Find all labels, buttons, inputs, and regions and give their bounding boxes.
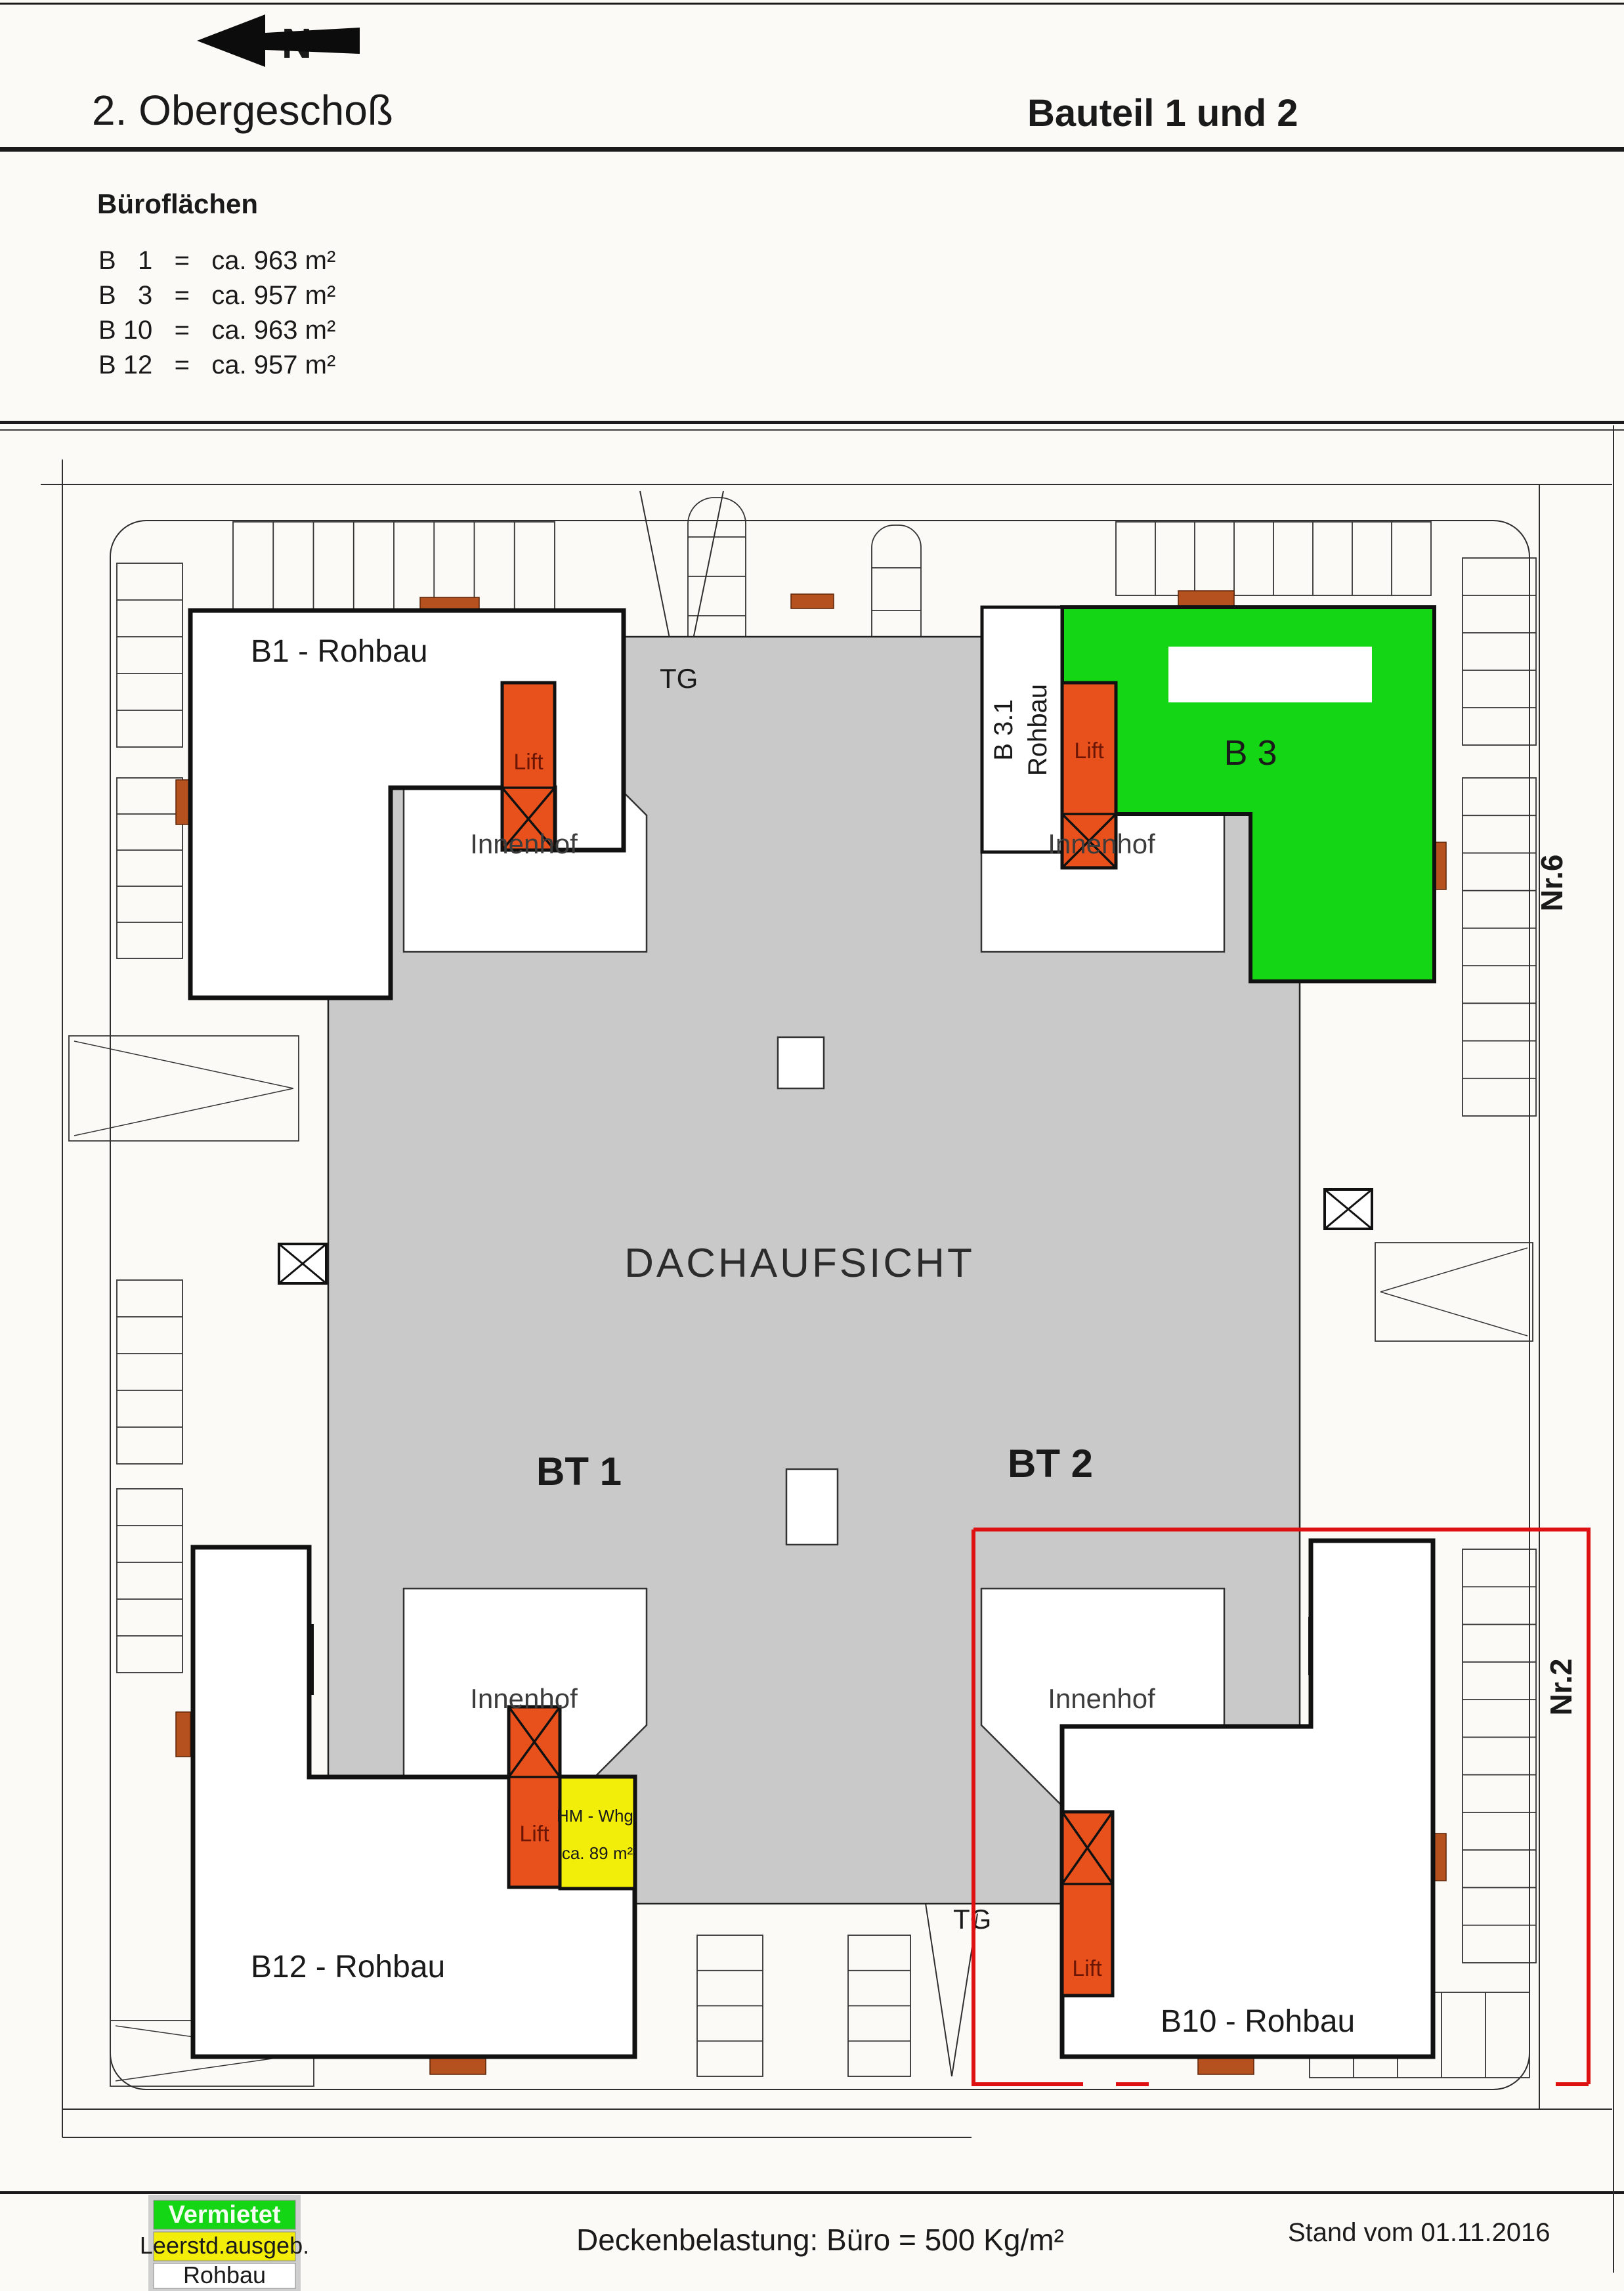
floor-load-note: Deckenbelastung: Büro = 500 Kg/m²	[576, 2223, 1064, 2257]
lift-label: Lift	[513, 750, 544, 775]
parking-bay-group	[117, 1489, 182, 1673]
parking-bay	[117, 778, 182, 958]
lift-label: Lift	[519, 1822, 549, 1847]
entrance-mark-icon	[1178, 591, 1234, 607]
label-hm-line1: HM - Whg.	[556, 1806, 639, 1826]
label-bt1: BT 1	[536, 1449, 622, 1493]
parking-bay-group	[1463, 778, 1536, 1116]
north-arrow-head-icon	[197, 14, 265, 67]
status-label-vacant: Leerstd.ausgeb.	[139, 2232, 310, 2259]
label-courtyard: Innenhof	[470, 828, 578, 859]
office-area-row: B 3 = ca. 957 m²	[98, 281, 336, 310]
label-courtyard: Innenhof	[470, 1683, 578, 1714]
parking-bay-group	[117, 778, 182, 958]
roof-opening	[778, 1037, 824, 1088]
entrance-mark-icon	[791, 594, 834, 609]
lift-b10	[1062, 1812, 1113, 1996]
label-tg-bottom: TG	[953, 1904, 992, 1935]
parking-bay	[1463, 778, 1536, 1116]
label-hm-line2: ca. 89 m²	[561, 1843, 633, 1863]
top-edge-line	[0, 3, 1624, 5]
office-area-row: B 12 = ca. 957 m²	[98, 351, 336, 379]
b3-blank-label-box	[1168, 647, 1372, 702]
status-label-shell: Rohbau	[182, 2261, 267, 2288]
entrance-mark-icon	[176, 1712, 190, 1757]
stair-x-box	[279, 1244, 326, 1283]
entrance-mark-icon	[430, 2058, 486, 2074]
date-note: Stand vom 01.11.2016	[1288, 2218, 1550, 2247]
lift-label: Lift	[1074, 739, 1104, 763]
label-b3: B 3	[1224, 733, 1277, 773]
label-courtyard: Innenhof	[1048, 828, 1155, 859]
ramp-hatch	[69, 1036, 299, 1141]
label-b31-line2: Rohbau	[1023, 683, 1052, 777]
parking-bay-group	[697, 1935, 763, 2076]
label-street-nr2: Nr.2	[1544, 1658, 1578, 1716]
office-areas-title: Büroflächen	[97, 188, 259, 219]
status-legend	[140, 2195, 309, 2291]
parking-bay	[117, 1489, 182, 1673]
lift-b1	[502, 683, 555, 850]
north-arrow-tail-icon	[265, 28, 360, 54]
parking-bay	[1463, 558, 1536, 745]
ramp-line	[69, 1036, 299, 1141]
north-arrow	[197, 14, 360, 67]
footer-rule	[0, 2191, 1624, 2194]
label-b31-line1: B 3.1	[989, 699, 1018, 761]
lift-label: Lift	[1072, 1956, 1102, 1981]
parking-bay-group	[117, 1280, 182, 1464]
entrance-mark-icon	[1198, 2058, 1254, 2074]
parking-bay	[117, 1280, 182, 1464]
ramp-line	[74, 1041, 293, 1136]
parking-bay-group	[1463, 558, 1536, 745]
label-street-nr6: Nr.6	[1535, 854, 1569, 912]
legend-rule-thin	[0, 429, 1624, 431]
lift-b12	[509, 1707, 560, 1887]
page-subtitle: Bauteil 1 und 2	[1027, 92, 1298, 135]
status-label-rented: Vermietet	[168, 2201, 281, 2229]
label-courtyard: Innenhof	[1048, 1683, 1155, 1714]
parking-bay-group	[1463, 1549, 1536, 1963]
page-title: 2. Obergeschoß	[92, 87, 393, 134]
office-area-row: B 1 = ca. 963 m²	[98, 246, 336, 275]
hm-flat-box	[560, 1777, 635, 1889]
parking-bay-group	[1116, 522, 1431, 595]
parking-bay	[1463, 1549, 1536, 1963]
parking-bay-group	[233, 522, 555, 612]
stair-x-box	[1325, 1189, 1372, 1229]
parking-bay-group	[117, 563, 182, 747]
parking-bay	[117, 563, 182, 747]
roof-opening	[786, 1469, 838, 1545]
office-area-row: B 10 = ca. 963 m²	[98, 316, 336, 345]
ramp-line	[1375, 1243, 1533, 1341]
label-b1: B1 - Rohbau	[251, 634, 428, 669]
ramp-line	[1380, 1248, 1528, 1336]
parking-bay-group	[848, 1935, 910, 2076]
label-b10: B10 - Rohbau	[1161, 2004, 1356, 2039]
label-roof-view: DACHAUFSICHT	[624, 1241, 975, 1286]
label-tg-top: TG	[660, 663, 698, 694]
header-rule	[0, 147, 1624, 152]
ramp-hatch	[1375, 1243, 1533, 1341]
legend-rule-thick	[0, 421, 1624, 424]
label-bt2: BT 2	[1007, 1442, 1094, 1486]
label-b12: B12 - Rohbau	[251, 1950, 446, 1984]
